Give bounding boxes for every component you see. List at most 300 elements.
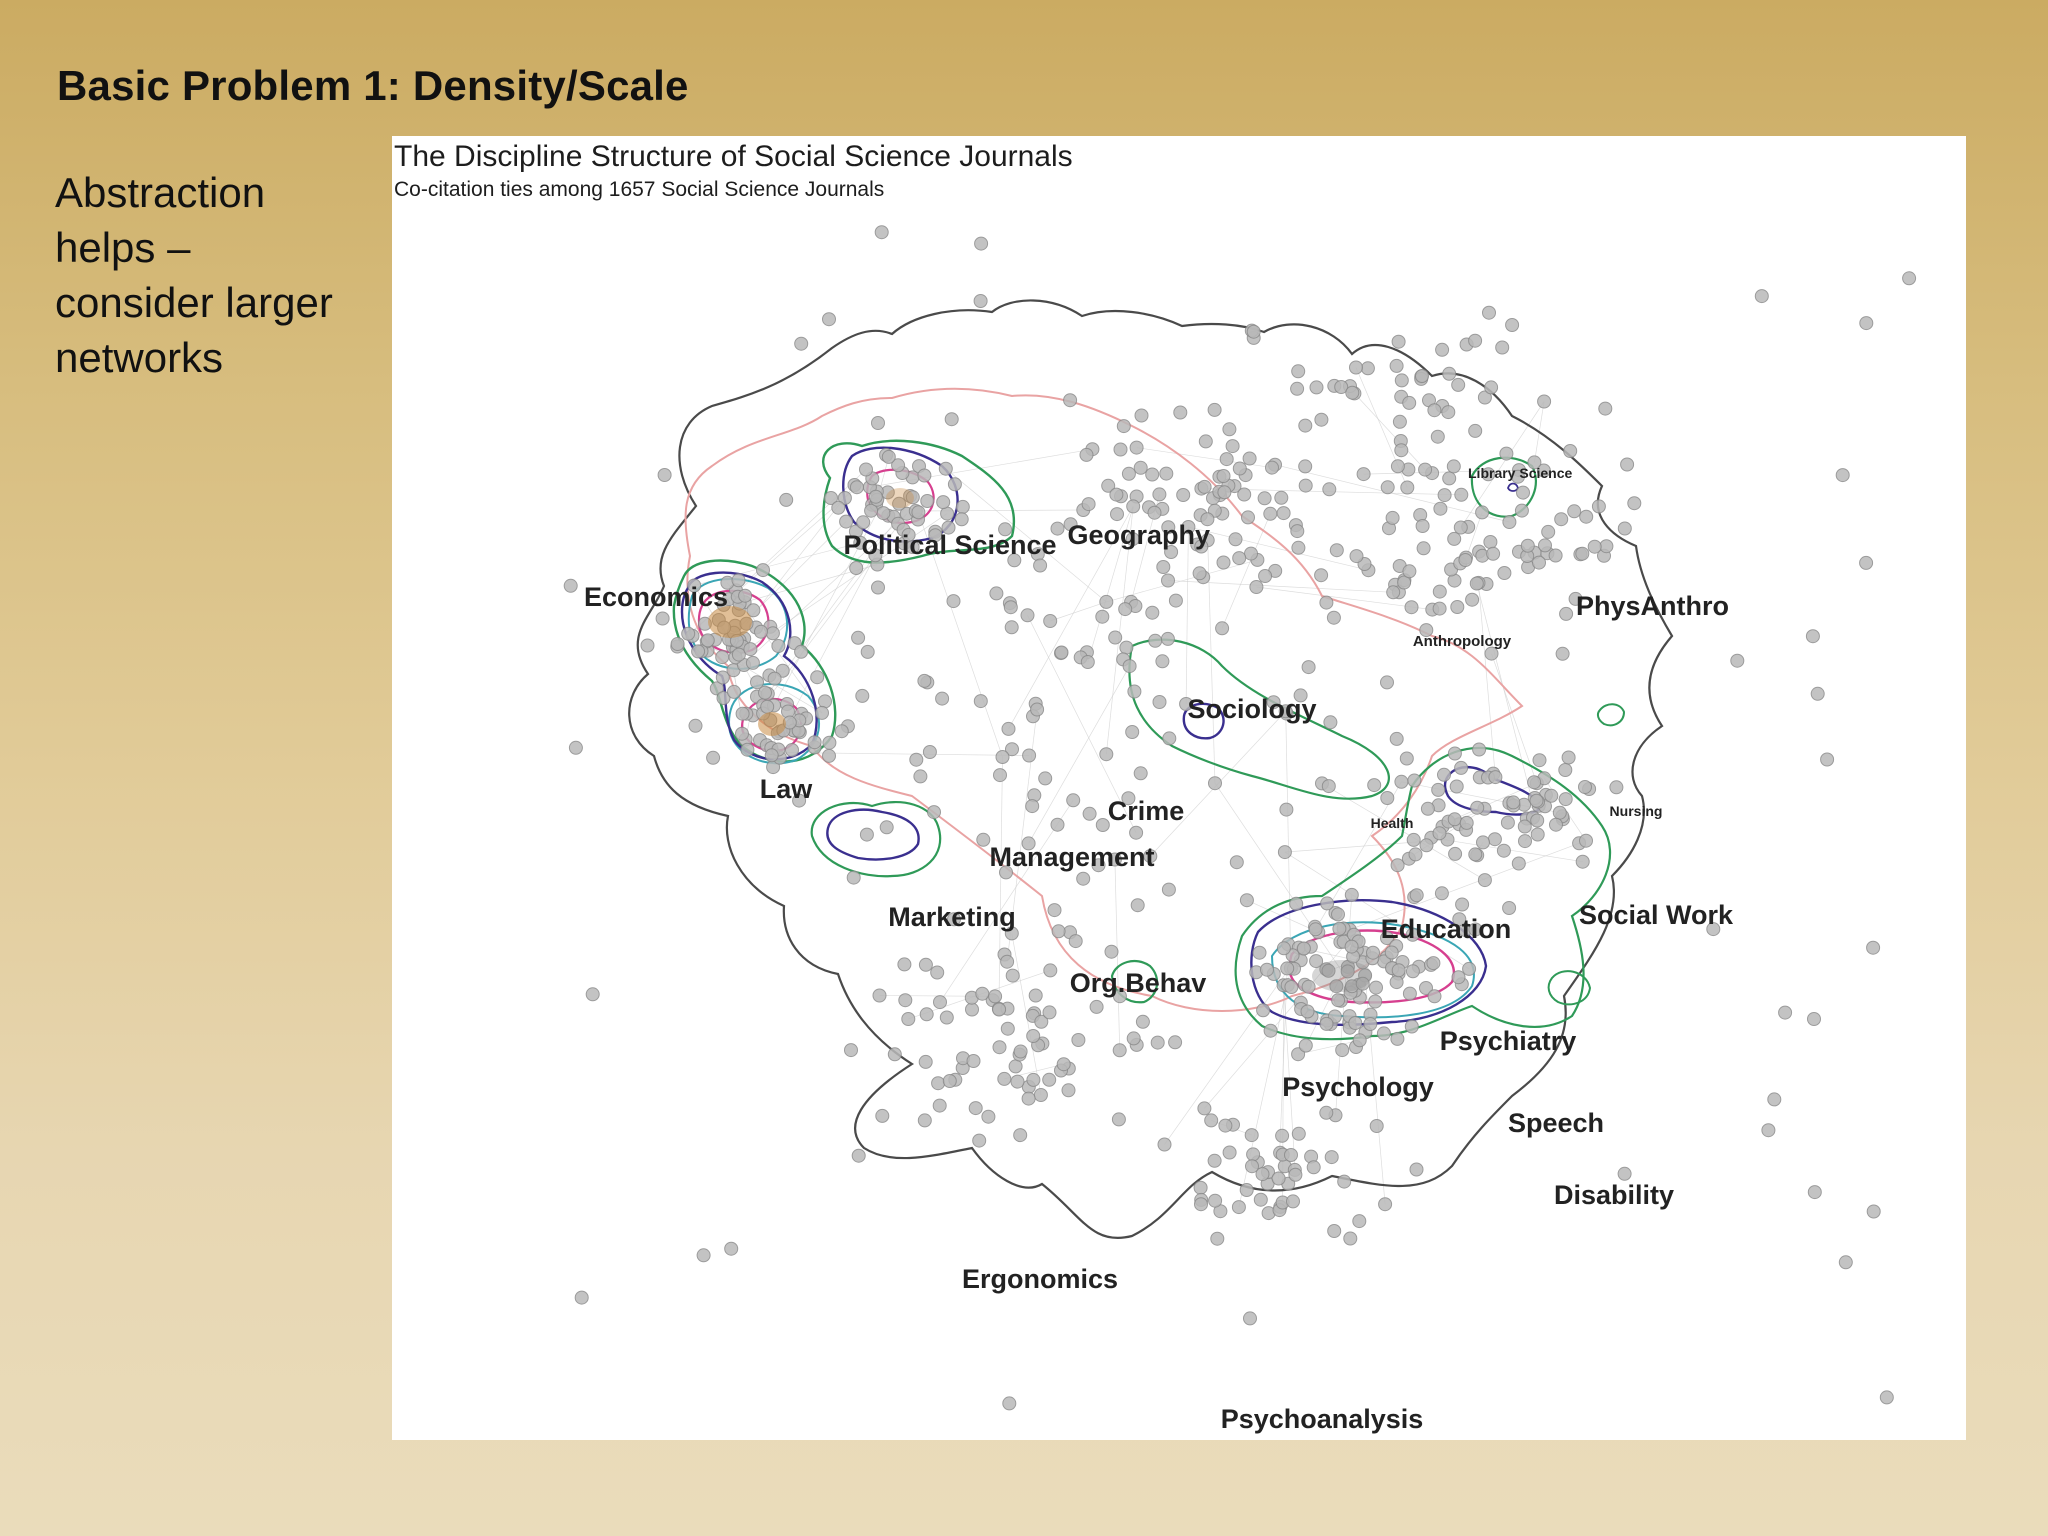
network-node bbox=[1580, 834, 1593, 847]
network-node bbox=[975, 237, 988, 250]
network-node bbox=[1506, 319, 1519, 332]
network-node bbox=[1299, 460, 1312, 473]
network-node bbox=[1113, 1044, 1126, 1057]
green-contour-nursing bbox=[1598, 704, 1624, 725]
network-node bbox=[823, 313, 836, 326]
network-node bbox=[1559, 793, 1572, 806]
network-node bbox=[736, 707, 749, 720]
network-node bbox=[1114, 443, 1127, 456]
network-node bbox=[956, 500, 969, 513]
network-node bbox=[1839, 1256, 1852, 1269]
network-node bbox=[1393, 415, 1406, 428]
network-node bbox=[934, 996, 947, 1009]
label-sociology: Sociology bbox=[1187, 694, 1317, 724]
network-node bbox=[1003, 1397, 1016, 1410]
label-nursing: Nursing bbox=[1609, 803, 1663, 819]
network-node bbox=[1052, 925, 1065, 938]
network-node bbox=[1055, 646, 1068, 659]
network-node bbox=[1275, 491, 1288, 504]
network-node bbox=[1199, 435, 1212, 448]
network-node bbox=[1245, 1129, 1258, 1142]
network-node bbox=[1390, 976, 1403, 989]
network-node bbox=[1562, 751, 1575, 764]
network-node bbox=[1174, 406, 1187, 419]
network-node bbox=[697, 1249, 710, 1262]
network-node bbox=[1220, 453, 1233, 466]
network-node bbox=[1405, 1020, 1418, 1033]
network-node bbox=[1209, 777, 1222, 790]
network-node bbox=[1559, 764, 1572, 777]
network-node bbox=[725, 1242, 738, 1255]
network-node bbox=[1259, 570, 1272, 583]
network-node bbox=[1438, 768, 1451, 781]
network-node bbox=[1281, 962, 1294, 975]
network-node bbox=[1488, 833, 1501, 846]
network-node bbox=[1240, 1184, 1253, 1197]
network-node bbox=[947, 595, 960, 608]
network-node bbox=[1576, 855, 1589, 868]
network-node bbox=[1336, 1044, 1349, 1057]
network-node bbox=[1880, 1391, 1893, 1404]
label-disability: Disability bbox=[1553, 1180, 1675, 1210]
network-node bbox=[875, 226, 888, 239]
network-node bbox=[937, 496, 950, 509]
network-node bbox=[1001, 1022, 1014, 1035]
network-node bbox=[1338, 1175, 1351, 1188]
network-node bbox=[1496, 341, 1509, 354]
network-node bbox=[1433, 827, 1446, 840]
network-node bbox=[1469, 848, 1482, 861]
network-node bbox=[1448, 747, 1461, 760]
network-node bbox=[1264, 1024, 1277, 1037]
label-education: Education bbox=[1380, 914, 1512, 944]
network-node bbox=[910, 753, 923, 766]
network-node bbox=[1368, 779, 1381, 792]
network-node bbox=[1177, 489, 1190, 502]
network-node bbox=[1600, 540, 1613, 553]
network-node bbox=[1808, 1013, 1821, 1026]
network-node bbox=[1550, 818, 1563, 831]
network-node bbox=[1610, 781, 1623, 794]
network-node bbox=[1043, 1073, 1056, 1086]
network-node bbox=[928, 806, 941, 819]
network-node bbox=[1521, 539, 1534, 552]
network-node bbox=[1322, 780, 1335, 793]
network-node bbox=[1344, 1232, 1357, 1245]
network-node bbox=[832, 501, 845, 514]
network-node bbox=[852, 631, 865, 644]
network-node bbox=[1151, 1036, 1164, 1049]
network-node bbox=[1044, 615, 1057, 628]
network-node bbox=[1026, 800, 1039, 813]
network-node bbox=[739, 589, 752, 602]
network-node bbox=[1401, 481, 1414, 494]
network-node bbox=[1867, 941, 1880, 954]
network-node bbox=[1153, 696, 1166, 709]
network-node bbox=[918, 469, 931, 482]
network-node bbox=[1226, 440, 1239, 453]
label-speech: Speech bbox=[1507, 1108, 1605, 1138]
network-node bbox=[1471, 801, 1484, 814]
network-node bbox=[1229, 533, 1242, 546]
network-node bbox=[1599, 402, 1612, 415]
network-node bbox=[840, 515, 853, 528]
side-text-line: helps – bbox=[55, 224, 191, 271]
slide-title: Basic Problem 1: Density/Scale bbox=[57, 62, 689, 109]
network-node bbox=[1100, 595, 1113, 608]
network-node bbox=[658, 469, 671, 482]
network-node bbox=[1618, 522, 1631, 535]
network-node bbox=[1320, 596, 1333, 609]
network-node bbox=[716, 651, 729, 664]
network-node bbox=[766, 627, 779, 640]
network-node bbox=[1315, 569, 1328, 582]
network-node bbox=[1044, 964, 1057, 977]
network-node bbox=[1408, 774, 1421, 787]
network-node bbox=[1515, 504, 1528, 517]
network-node bbox=[1364, 1018, 1377, 1031]
label-psychoanalysis: Psychoanalysis bbox=[1220, 1404, 1424, 1434]
network-node bbox=[1353, 1034, 1366, 1047]
network-node bbox=[873, 989, 886, 1002]
network-node bbox=[1277, 507, 1290, 520]
network-node bbox=[1332, 908, 1345, 921]
network-node bbox=[1014, 1129, 1027, 1142]
network-node bbox=[1545, 789, 1558, 802]
label-economics: Economics bbox=[583, 582, 729, 612]
network-node bbox=[1403, 396, 1416, 409]
network-node bbox=[918, 1114, 931, 1127]
network-node bbox=[780, 493, 793, 506]
network-node bbox=[1395, 444, 1408, 457]
network-node bbox=[1096, 610, 1109, 623]
network-node bbox=[876, 1109, 889, 1122]
network-node bbox=[1361, 362, 1374, 375]
network-node bbox=[1469, 334, 1482, 347]
network-node bbox=[1539, 539, 1552, 552]
network-node bbox=[1253, 946, 1266, 959]
network-node bbox=[1297, 942, 1310, 955]
network-node bbox=[1005, 621, 1018, 634]
label-political-science: Political Science bbox=[843, 530, 1057, 560]
network-node bbox=[1310, 381, 1323, 394]
network-node bbox=[1395, 374, 1408, 387]
network-node bbox=[1555, 513, 1568, 526]
network-node bbox=[1128, 685, 1141, 698]
network-node bbox=[1484, 536, 1497, 549]
label-marketing: Marketing bbox=[888, 902, 1016, 932]
network-node bbox=[1485, 381, 1498, 394]
side-text bbox=[55, 165, 385, 385]
network-node bbox=[1349, 1017, 1362, 1030]
network-node bbox=[759, 686, 772, 699]
side-text-line: consider larger bbox=[55, 279, 333, 326]
network-node bbox=[1299, 479, 1312, 492]
network-node bbox=[1117, 420, 1130, 433]
network-node bbox=[872, 417, 885, 430]
network-node bbox=[1456, 898, 1469, 911]
network-node bbox=[976, 987, 989, 1000]
network-node bbox=[728, 685, 741, 698]
network-node bbox=[1346, 386, 1359, 399]
network-node bbox=[921, 495, 934, 508]
network-node bbox=[1407, 833, 1420, 846]
network-node bbox=[701, 634, 714, 647]
network-node bbox=[1549, 549, 1562, 562]
network-node bbox=[1451, 601, 1464, 614]
network-node bbox=[1369, 995, 1382, 1008]
network-node bbox=[1762, 1124, 1775, 1137]
network-node bbox=[707, 751, 720, 764]
network-node bbox=[969, 1102, 982, 1115]
network-node bbox=[1433, 585, 1446, 598]
network-node bbox=[1069, 935, 1082, 948]
network-node bbox=[1233, 462, 1246, 475]
network-node bbox=[1503, 902, 1516, 915]
network-edge bbox=[768, 497, 913, 694]
network-node bbox=[816, 706, 829, 719]
polisci-core bbox=[886, 488, 914, 508]
network-node bbox=[1381, 676, 1394, 689]
network-node bbox=[1245, 547, 1258, 560]
network-node bbox=[1333, 922, 1346, 935]
figure-subtitle: Co-citation ties among 1657 Social Science Journals bbox=[394, 178, 885, 201]
network-node bbox=[1442, 406, 1455, 419]
network-node bbox=[682, 627, 695, 640]
network-node bbox=[1254, 1193, 1267, 1206]
network-node bbox=[1051, 818, 1064, 831]
network-node bbox=[1105, 945, 1118, 958]
network-node bbox=[982, 1110, 995, 1123]
network-node bbox=[1811, 687, 1824, 700]
network-node bbox=[1243, 452, 1256, 465]
network-node bbox=[1531, 814, 1544, 827]
network-node bbox=[1135, 409, 1148, 422]
network-node bbox=[1194, 1181, 1207, 1194]
network-node bbox=[1466, 593, 1479, 606]
network-node bbox=[1027, 1073, 1040, 1086]
network-node bbox=[671, 638, 684, 651]
network-node bbox=[1157, 561, 1170, 574]
network-node bbox=[1588, 540, 1601, 553]
network-node bbox=[1400, 752, 1413, 765]
network-node bbox=[1302, 980, 1315, 993]
network-node bbox=[1111, 508, 1124, 521]
network-node bbox=[1205, 1114, 1218, 1127]
network-node bbox=[1821, 753, 1834, 766]
network-node bbox=[1014, 1045, 1027, 1058]
network-node bbox=[575, 1291, 588, 1304]
network-node bbox=[1043, 1006, 1056, 1019]
network-node bbox=[860, 463, 873, 476]
network-node bbox=[943, 1075, 956, 1088]
network-node bbox=[932, 1077, 945, 1090]
network-node bbox=[1211, 1232, 1224, 1245]
network-node bbox=[1156, 655, 1169, 668]
network-node bbox=[1377, 1027, 1390, 1040]
network-node bbox=[1193, 567, 1206, 580]
network-node bbox=[1158, 1138, 1171, 1151]
network-node bbox=[1432, 783, 1445, 796]
network-node bbox=[1621, 458, 1634, 471]
network-node bbox=[852, 1149, 865, 1162]
network-node bbox=[1507, 796, 1520, 809]
network-node bbox=[1031, 703, 1044, 716]
network-node bbox=[1034, 559, 1047, 572]
network-node bbox=[1208, 1154, 1221, 1167]
network-node bbox=[586, 988, 599, 1001]
network-node bbox=[1291, 382, 1304, 395]
network-node bbox=[656, 612, 669, 625]
network-node bbox=[1250, 581, 1263, 594]
network-node bbox=[1238, 488, 1251, 501]
network-node bbox=[1497, 844, 1510, 857]
network-node bbox=[1579, 781, 1592, 794]
network-node bbox=[1367, 946, 1380, 959]
network-node bbox=[1392, 964, 1405, 977]
label-psychiatry: Psychiatry bbox=[1439, 1026, 1577, 1056]
network-node bbox=[1350, 361, 1363, 374]
network-node bbox=[1427, 957, 1440, 970]
network-node bbox=[1285, 1149, 1298, 1162]
network-edge bbox=[999, 757, 1003, 1009]
network-node bbox=[1130, 441, 1143, 454]
network-node bbox=[1218, 486, 1231, 499]
network-node bbox=[1112, 1113, 1125, 1126]
network-node bbox=[1469, 424, 1482, 437]
network-node bbox=[736, 727, 749, 740]
label-ergonomics: Ergonomics bbox=[961, 1264, 1119, 1294]
network-node bbox=[768, 672, 781, 685]
network-node bbox=[1109, 631, 1122, 644]
label-health: Health bbox=[1370, 815, 1414, 831]
network-node bbox=[1223, 1146, 1236, 1159]
network-node bbox=[1119, 603, 1132, 616]
network-node bbox=[1082, 498, 1095, 511]
network-node bbox=[1419, 463, 1432, 476]
network-node bbox=[1162, 574, 1175, 587]
network-node bbox=[1390, 732, 1403, 745]
nodes-layer bbox=[564, 226, 1915, 1410]
network-node bbox=[1345, 940, 1358, 953]
network-node bbox=[998, 1072, 1011, 1085]
network-node bbox=[1489, 771, 1502, 784]
network-node bbox=[1034, 1089, 1047, 1102]
network-node bbox=[1836, 469, 1849, 482]
network-node bbox=[1277, 942, 1290, 955]
network-node bbox=[1134, 767, 1147, 780]
network-node bbox=[955, 513, 968, 526]
network-node bbox=[856, 689, 869, 702]
network-node bbox=[1345, 888, 1358, 901]
network-node bbox=[996, 751, 1009, 764]
network-node bbox=[1463, 962, 1476, 975]
network-node bbox=[1483, 306, 1496, 319]
network-node bbox=[1072, 1034, 1085, 1047]
network-node bbox=[1067, 794, 1080, 807]
network-node bbox=[1081, 656, 1094, 669]
network-node bbox=[1435, 887, 1448, 900]
network-node bbox=[1261, 963, 1274, 976]
network-node bbox=[1161, 632, 1174, 645]
network-node bbox=[795, 645, 808, 658]
network-node bbox=[1568, 505, 1581, 518]
network-node bbox=[1628, 497, 1641, 510]
network-node bbox=[1381, 792, 1394, 805]
network-node bbox=[1390, 359, 1403, 372]
label-org-behav: Org.Behav bbox=[1069, 968, 1207, 998]
network-node bbox=[1004, 601, 1017, 614]
network-node bbox=[1127, 500, 1140, 513]
network-node bbox=[993, 1041, 1006, 1054]
network-node bbox=[918, 674, 931, 687]
network-node bbox=[1208, 403, 1221, 416]
network-node bbox=[1564, 445, 1577, 458]
network-node bbox=[692, 645, 705, 658]
network-node bbox=[920, 1008, 933, 1021]
network-node bbox=[1230, 856, 1243, 869]
network-node bbox=[1153, 488, 1166, 501]
network-node bbox=[1309, 923, 1322, 936]
network-node bbox=[880, 821, 893, 834]
network-node bbox=[786, 744, 799, 757]
network-node bbox=[1806, 630, 1819, 643]
network-node bbox=[1131, 899, 1144, 912]
network-node bbox=[1501, 816, 1514, 829]
network-node bbox=[1006, 969, 1019, 982]
network-node bbox=[755, 625, 768, 638]
network-node bbox=[1431, 430, 1444, 443]
network-node bbox=[1126, 726, 1139, 739]
network-node bbox=[1148, 506, 1161, 519]
network-node bbox=[1498, 567, 1511, 580]
network-node bbox=[1860, 317, 1873, 330]
network-node bbox=[1217, 556, 1230, 569]
network-node bbox=[1307, 1161, 1320, 1174]
network-node bbox=[919, 958, 932, 971]
network-node bbox=[1146, 468, 1159, 481]
network-node bbox=[1560, 607, 1573, 620]
network-node bbox=[1323, 483, 1336, 496]
network-node bbox=[1233, 552, 1246, 565]
network-node bbox=[1755, 290, 1768, 303]
label-physanthro: PhysAnthro bbox=[1576, 591, 1730, 621]
network-node bbox=[1090, 1000, 1103, 1013]
network-node bbox=[564, 579, 577, 592]
label-law: Law bbox=[759, 774, 813, 804]
network-node bbox=[1223, 423, 1236, 436]
network-node bbox=[1395, 775, 1408, 788]
network-figure bbox=[392, 136, 1966, 1440]
network-node bbox=[1216, 622, 1229, 635]
network-node bbox=[882, 450, 895, 463]
network-node bbox=[1405, 601, 1418, 614]
network-node bbox=[1403, 565, 1416, 578]
network-node bbox=[689, 719, 702, 732]
network-node bbox=[1264, 507, 1277, 520]
network-node bbox=[1022, 1092, 1035, 1105]
network-node bbox=[1518, 820, 1531, 833]
network-node bbox=[1057, 1058, 1070, 1071]
network-node bbox=[1122, 467, 1135, 480]
network-node bbox=[819, 695, 832, 708]
network-node bbox=[1209, 1194, 1222, 1207]
network-node bbox=[1478, 874, 1491, 887]
network-node bbox=[1416, 520, 1429, 533]
network-node bbox=[1100, 748, 1113, 761]
network-node bbox=[765, 749, 778, 762]
network-node bbox=[888, 1048, 901, 1061]
